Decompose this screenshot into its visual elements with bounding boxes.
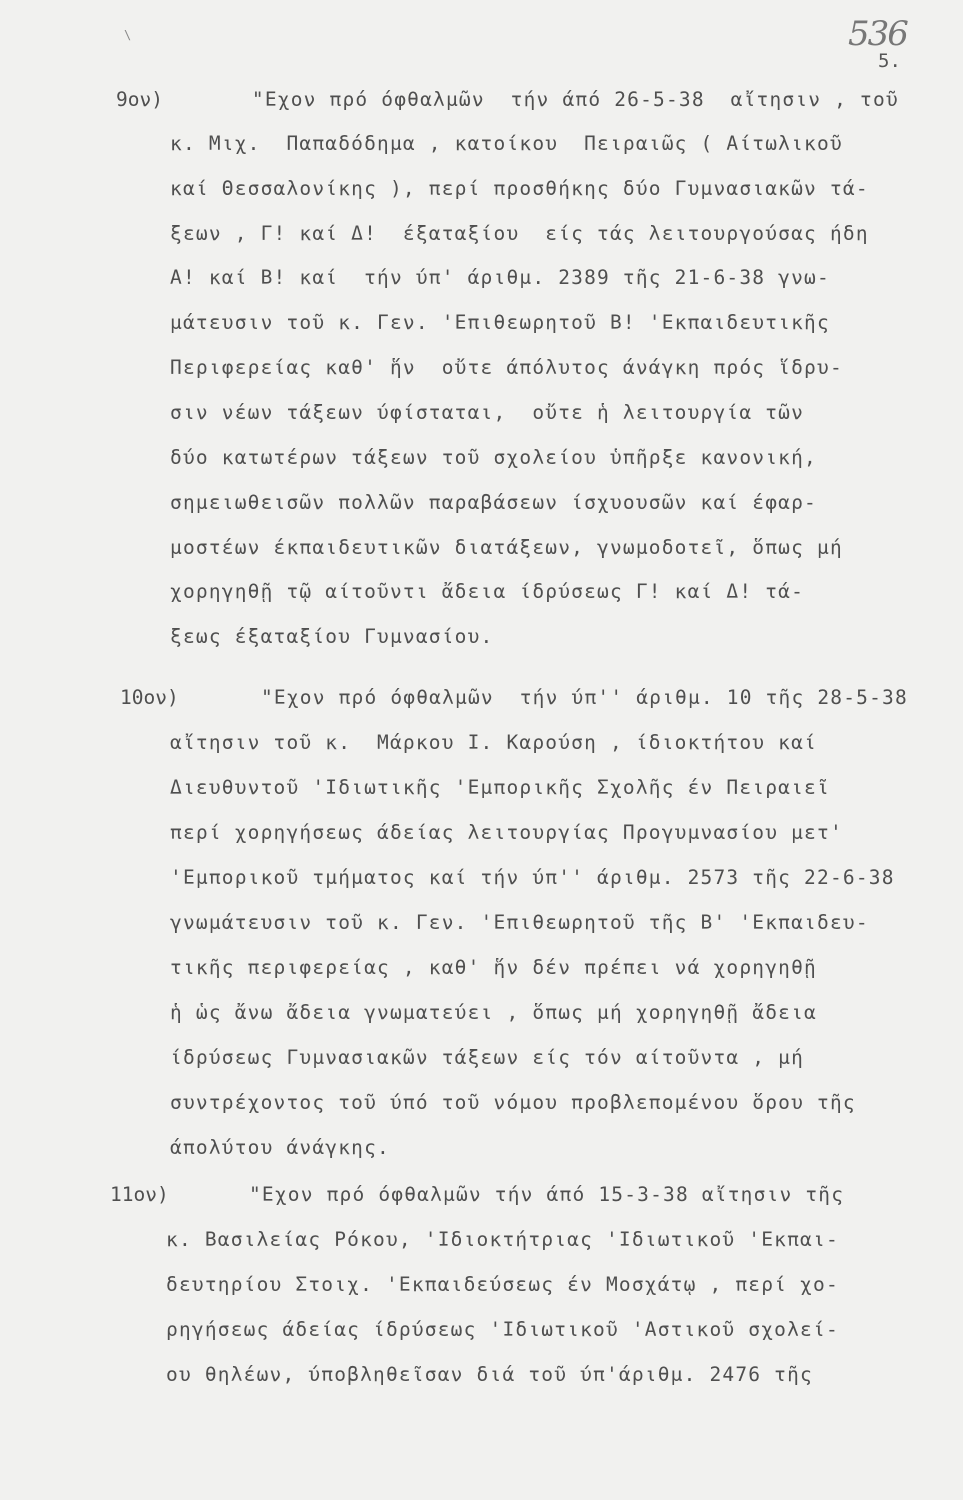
item-11-line: κ. Βασιλείας Ρόκου, 'Ιδιοκτήτριας 'Ιδιωτικοῦ 'Εκπαι- bbox=[166, 1228, 839, 1251]
item-9-line: μάτευσιν τοῦ κ. Γεν. 'Επιθεωρητοῦ Β! 'Εκπαιδευτικῆς bbox=[170, 311, 830, 334]
item-9-line: Περιφερείας καθ' ἥν οὔτε άπόλυτος άνάγκη πρός ἵδρυ- bbox=[170, 356, 843, 379]
item-9-line: "Εχον πρό όφθαλμῶν τήν άπό 26-5-38 αἴτησιν , τοῦ bbox=[226, 88, 899, 111]
item-11-line: ου θηλέων, ύποβληθεῖσαν διά τοῦ ύπ'άριθμ. 2476 τῆς bbox=[166, 1363, 813, 1386]
item-10-line: ἡ ὡς ἄνω ἄδεια γνωματεύει , ὅπως μή χορηγηθῇ ἄδεια bbox=[170, 1001, 817, 1024]
item-10-line: άπολύτου άνάγκης. bbox=[170, 1136, 390, 1159]
page-number: 5. bbox=[878, 50, 901, 72]
item-9-line: σημειωθεισῶν πολλῶν παραβάσεων ίσχυουσῶν καί έφαρ- bbox=[170, 491, 817, 514]
item-10-line: γνωμάτευσιν τοῦ κ. Γεν. 'Επιθεωρητοῦ τῆς Β' 'Εκπαιδευ- bbox=[170, 911, 869, 934]
item-10-line: αἴτησιν τοῦ κ. Μάρκου Ι. Καρούση , ίδιοκτήτου καί bbox=[170, 731, 817, 754]
item-label-10: 10ον) bbox=[120, 686, 179, 709]
item-10-line: συντρέχοντος τοῦ ύπό τοῦ νόμου προβλεπομένου ὅρου τῆς bbox=[170, 1091, 856, 1114]
item-9-line: ξεως έξαταξίου Γυμνασίου. bbox=[170, 625, 494, 648]
handwritten-folio-number: 536 bbox=[848, 14, 907, 54]
item-9-line: Α! καί Β! καί τήν ύπ' άριθμ. 2389 τῆς 21-6-38 γνω- bbox=[170, 266, 830, 289]
item-11-line: "Εχον πρό όφθαλμῶν τήν άπό 15-3-38 αἴτησιν τῆς bbox=[236, 1183, 845, 1206]
item-10-line: περί χορηγήσεως άδείας λειτουργίας Προγυμνασίου μετ' bbox=[170, 821, 843, 844]
item-9-line: καί Θεσσαλονίκης ), περί προσθήκης δύο Γυμνασιακῶν τά- bbox=[170, 177, 869, 200]
item-10-line: τικῆς περιφερείας , καθ' ἥν δέν πρέπει νά χορηγηθῇ bbox=[170, 956, 817, 979]
item-9-line: κ. Μιχ. Παπαδόδημα , κατοίκου Πειραιῶς ( Αίτωλικοῦ bbox=[170, 132, 843, 155]
item-9-line: ξεων , Γ! καί Δ! έξαταξίου είς τάς λειτουργούσας ήδη bbox=[170, 222, 869, 245]
item-11-line: δευτηρίου Στοιχ. 'Εκπαιδεύσεως έν Μοσχάτῳ , περί χο- bbox=[166, 1273, 839, 1296]
item-label-11: 11ον) bbox=[110, 1183, 169, 1206]
item-label-9: 9ον) bbox=[116, 88, 163, 111]
item-9-line: μοστέων έκπαιδευτικῶν διατάξεων, γνωμοδοτεῖ, ὅπως μή bbox=[170, 536, 843, 559]
item-10-line: ίδρύσεως Γυμνασιακῶν τάξεων είς τόν αίτοῦντα , μή bbox=[170, 1046, 805, 1069]
margin-mark: \ bbox=[124, 28, 132, 42]
item-10-line: "Εχον πρό όφθαλμῶν τήν ύπ'' άριθμ. 10 τῆς 28-5-38 bbox=[248, 686, 908, 709]
item-9-line: χορηγηθῇ τῷ αίτοῦντι ἄδεια ίδρύσεως Γ! καί Δ! τά- bbox=[170, 580, 805, 603]
item-10-line: 'Εμπορικοῦ τμήματος καί τήν ύπ'' άριθμ. 2573 τῆς 22-6-38 bbox=[170, 866, 895, 889]
item-9-line: δύο κατωτέρων τάξεων τοῦ σχολείου ὑπῆρξε κανονική, bbox=[170, 446, 817, 469]
item-9-line: σιν νέων τάξεων ύφίσταται, οὔτε ἡ λειτουργία τῶν bbox=[170, 401, 805, 424]
item-11-line: ρηγήσεως άδείας ίδρύσεως 'Ιδιωτικοῦ 'Αστικοῦ σχολεί- bbox=[166, 1318, 839, 1341]
item-10-line: Διευθυντοῦ 'Ιδιωτικῆς 'Εμπορικῆς Σχολῆς έν Πειραιεῖ bbox=[170, 776, 830, 799]
